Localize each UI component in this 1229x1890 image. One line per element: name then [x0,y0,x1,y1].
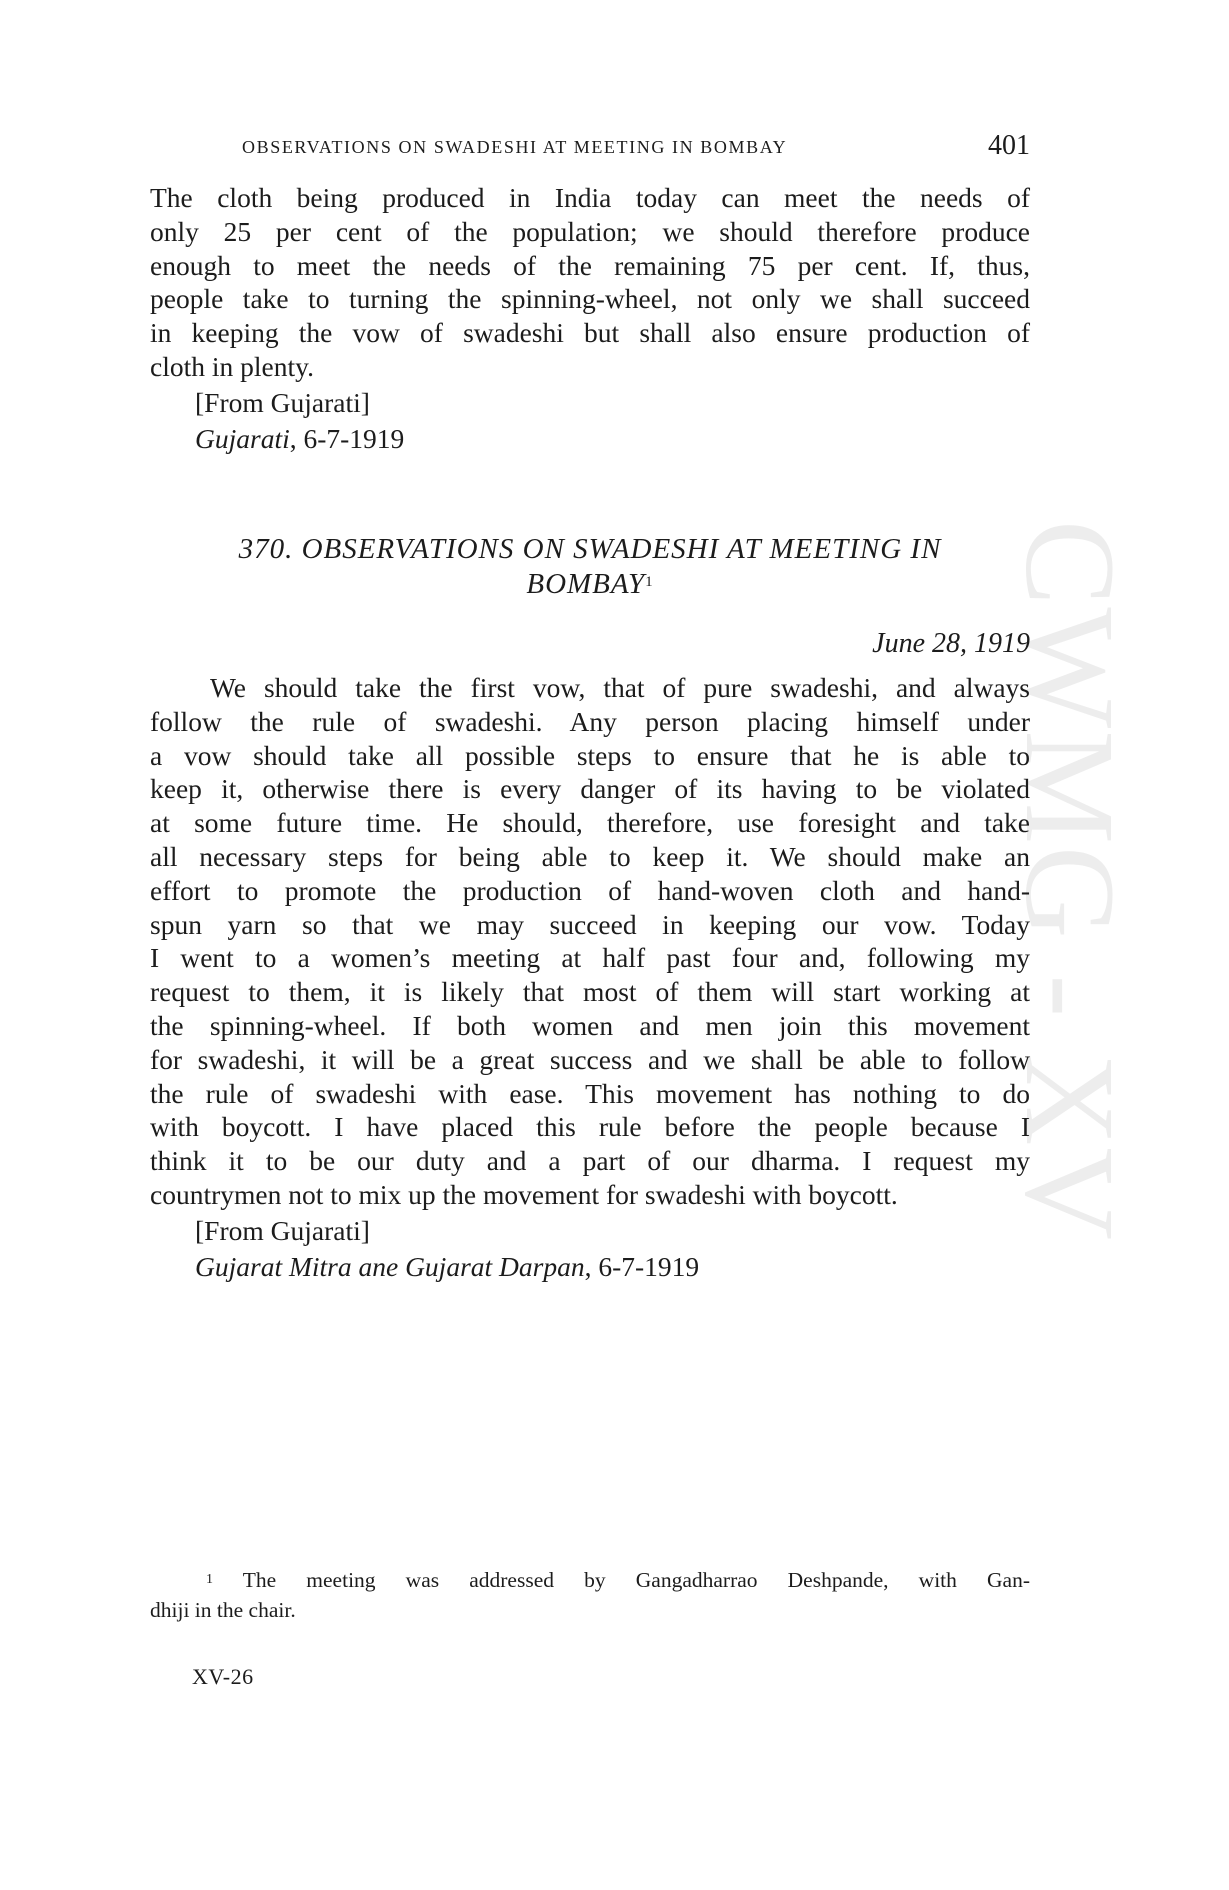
text-line: for swadeshi, it will be a great success and we shall be able to follow [150,1043,1030,1075]
watermark: CWMG - XV [999,520,1141,1242]
previous-item-paragraph [150,181,1030,384]
source-language: [From Gujarati] [195,386,370,418]
source-citation [195,422,1030,456]
text-line: cloth in plenty. [150,350,314,382]
footnote-line-1 [150,1565,1030,1595]
text-line: a vow should take all possible steps to ensure that he is able to [150,739,1030,771]
source-date: , 6-7-1919 [584,1250,700,1282]
item-paragraph [150,671,1030,1212]
source-publication: Gujarati [195,422,290,454]
page-number: 401 [988,130,1030,161]
text-line: We should take the first vow, that of pure swadeshi, and always [210,672,1030,703]
running-head-title: OBSERVATIONS ON SWADESHI AT MEETING IN BOMBAY [242,137,788,157]
text-line: only 25 per cent of the population; we should therefore produce [150,215,1030,247]
text-line: countrymen not to mix up the movement for swadeshi with boycott. [150,1178,898,1210]
text-line: think it to be our duty and a part of our dharma. I request my [150,1145,1030,1177]
heading-line-1: 370. OBSERVATIONS ON SWADESHI AT MEETING IN [238,533,942,565]
text-line: effort to promote the production of hand-woven cloth and hand- [150,874,1030,906]
text-line: I went to a women’s meeting at half past four and, following my [150,942,1030,974]
source-publication: Gujarat Mitra ane Gujarat Darpan [195,1250,585,1282]
item-heading [150,532,1030,602]
text-line: spun yarn so that we may succeed in keeping our vow. Today [150,908,1030,940]
text-line: all necessary steps for being able to keep it. We should make an [150,840,1030,872]
heading-line-2 [150,567,1030,602]
signature-mark: XV-26 [192,1664,254,1689]
footnote-text-1: The meeting was addressed by Gangadharrao Deshpande, with Gan- [213,1568,1030,1592]
text-line: in keeping the vow of swadeshi but shall also ensure production of [150,317,1030,349]
footnote-reference: 1 [645,574,654,590]
dateline: June 28, 1919 [872,628,1030,659]
text-line: the spinning-wheel. If both women and men join this movement [150,1009,1030,1041]
item-body [150,671,1030,1283]
footnote [150,1565,1030,1625]
text-line: request to them, it is likely that most of them will start working at [150,976,1030,1008]
text-line: at some future time. He should, therefore, use foresight and take [150,807,1030,839]
text-line: follow the rule of swadeshi. Any person placing himself under [150,705,1030,737]
heading-line-2-text: BOMBAY [526,568,646,600]
footnote-marker: 1 [206,1572,213,1587]
previous-item-text [150,181,1030,455]
text-line: with boycott. I have placed this rule before the people because I [150,1111,1030,1143]
running-head [150,130,1030,166]
footnote-line-2: dhiji in the chair. [150,1598,296,1622]
source-language: [From Gujarati] [195,1214,370,1246]
source-citation [195,1250,1030,1284]
text-line: The cloth being produced in India today can meet the needs of [150,182,1030,213]
source-date: , 6-7-1919 [289,422,405,454]
text-line: the rule of swadeshi with ease. This movement has nothing to do [150,1077,1030,1109]
text-line: enough to meet the needs of the remaining 75 per cent. If, thus, [150,249,1030,281]
text-line: keep it, otherwise there is every danger of its having to be violated [150,773,1030,805]
text-line: people take to turning the spinning-wheel, not only we shall succeed [150,283,1030,315]
